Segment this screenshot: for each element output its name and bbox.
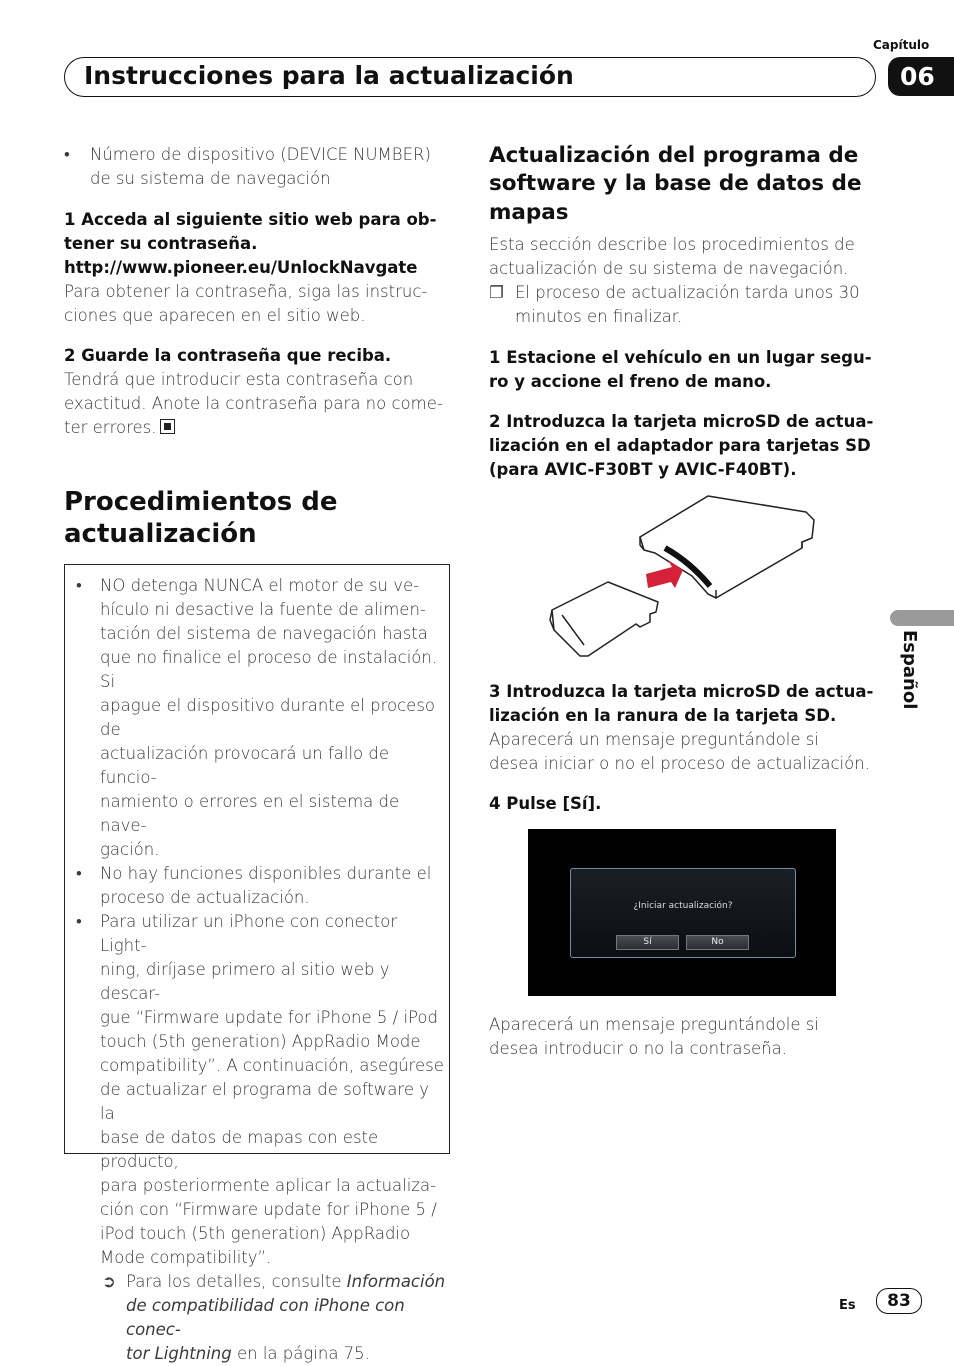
bullet-dot: • <box>76 864 82 883</box>
step1-body-line1: Para obtener la contraseña, siga las instruc- <box>64 282 428 301</box>
r-step1-line2: ro y accione el freno de mano. <box>489 372 772 391</box>
r-step1-line1: 1 Estacione el vehículo en un lugar segu- <box>489 348 872 367</box>
bullet-dot: • <box>64 145 70 164</box>
arrow-right-icon: ➲ <box>102 1272 116 1291</box>
warning-line: gación. <box>100 840 160 859</box>
warning-line: base de datos de mapas con este producto, <box>100 1128 379 1171</box>
step2-body-line1: Tendrá que introducir esta contraseña con <box>64 370 414 389</box>
note-line1 <box>489 281 860 305</box>
yes-button[interactable]: Sí <box>616 935 679 950</box>
page-title: Instrucciones para la actualización <box>84 61 574 90</box>
warning-line: gue “Firmware update for iPhone 5 / iPod <box>100 1008 438 1027</box>
bullet-dot: • <box>76 576 82 595</box>
bullet-dot: • <box>76 912 82 931</box>
reference-link-part1: Información <box>346 1272 446 1291</box>
warning-line: de actualizar el programa de software y la <box>100 1080 429 1123</box>
warning-item-1 <box>76 574 446 862</box>
step2-body-line2: exactitud. Anote la contraseña para no come- <box>64 394 443 413</box>
end-mark-icon <box>160 419 175 434</box>
warning-line: para posteriormente aplicar la actualiza- <box>100 1176 437 1195</box>
step2-body-line3 <box>64 416 175 440</box>
section-title-line1: Procedimientos de <box>64 487 338 517</box>
unlock-url-link[interactable]: http://www.pioneer.eu/UnlockNavgate <box>64 258 418 277</box>
warning-line: apague el dispositivo durante el proceso de <box>100 696 436 739</box>
warning-line: que no finalice el proceso de instalación. Si <box>100 648 438 691</box>
intro-line2: actualización de su sistema de navegación. <box>489 259 849 278</box>
warning-item-2 <box>76 862 446 910</box>
step2-body-line3-text: ter errores. <box>64 418 157 437</box>
warning-line: namiento o errores en el sistema de nave- <box>100 792 400 835</box>
step1-title-line1: 1 Acceda al siguiente sitio web para ob- <box>64 210 437 229</box>
reference-suffix: en la página 75. <box>231 1344 370 1363</box>
r-step4: 4 Pulse [Sí]. <box>489 794 602 813</box>
warning-line: compatibility”. A continuación, asegúrese <box>100 1056 444 1075</box>
note-line1-text: El proceso de actualización tarda unos 30 <box>515 283 860 302</box>
right-section-title-line2: software y la base de datos de <box>489 171 862 196</box>
after-line2: desea introducir o no la contraseña. <box>489 1039 787 1058</box>
warning-line: hículo ni desactive la fuente de alimen- <box>100 600 426 619</box>
reference-prefix: Para los detalles, consulte <box>126 1272 347 1291</box>
device-number-bullet <box>64 143 454 191</box>
warning-line: ción con “Firmware update for iPhone 5 / <box>100 1200 437 1219</box>
right-section-title-line1: Actualización del programa de <box>489 143 859 168</box>
r-step3-body-line2: desea iniciar o no el proceso de actualización. <box>489 754 870 773</box>
intro-line1: Esta sección describe los procedimientos de <box>489 235 855 254</box>
note-line2: minutos en finalizar. <box>515 307 683 326</box>
after-line1: Aparecerá un mensaje preguntándole si <box>489 1015 819 1034</box>
r-step3-body-line1: Aparecerá un mensaje preguntándole si <box>489 730 819 749</box>
warning-line: ning, diríjase primero al sitio web y descar- <box>100 960 390 1003</box>
reference-link-part2: de compatibilidad con iPhone con conec- <box>126 1296 405 1339</box>
reference-line3 <box>126 1342 446 1366</box>
sd-card-illustration <box>540 490 825 665</box>
dialog-question: ¿Iniciar actualización? <box>633 901 733 911</box>
warning-item-3 <box>76 910 446 1270</box>
reference-line1 <box>126 1270 446 1294</box>
warning-list <box>76 574 446 1366</box>
language-tab <box>890 610 954 626</box>
microsd-card-icon <box>550 582 658 656</box>
no-button[interactable]: No <box>686 935 749 950</box>
section-title-line2: actualización <box>64 519 257 549</box>
r-step2-line3: (para AVIC-F30BT y AVIC-F40BT). <box>489 460 797 479</box>
reference-line2 <box>126 1294 446 1342</box>
warning-line: Mode compatibility”. <box>100 1248 272 1267</box>
warning-line: NO detenga NUNCA el motor de su ve- <box>100 576 420 595</box>
warning-line: proceso de actualización. <box>100 888 310 907</box>
chapter-label: Capítulo <box>873 38 930 52</box>
r-step3-line2: lización en la ranura de la tarjeta SD. <box>489 706 837 725</box>
r-step2-line1: 2 Introduzca la tarjeta microSD de actua- <box>489 412 874 431</box>
chapter-number: 06 <box>888 57 954 96</box>
warning-line: touch (5th generation) AppRadio Mode <box>100 1032 421 1051</box>
reference-link-part3: tor Lightning <box>126 1344 232 1363</box>
warning-line: Para utilizar un iPhone con conector Light- <box>100 912 398 955</box>
warning-line: No hay funciones disponibles durante el <box>100 864 432 883</box>
step1-body-line2: ciones que aparecen en el sitio web. <box>64 306 366 325</box>
warning-line: iPod touch (5th generation) AppRadio <box>100 1224 411 1243</box>
step2-title: 2 Guarde la contraseña que reciba. <box>64 346 392 365</box>
r-step2-line2: lización en el adaptador para tarjetas SD <box>489 436 871 455</box>
warning-line: actualización provocará un fallo de funcio- <box>100 744 389 787</box>
language-label: Español <box>899 630 920 710</box>
warning-line: tación del sistema de navegación hasta <box>100 624 428 643</box>
r-step3-line1: 3 Introduzca la tarjeta microSD de actua- <box>489 682 874 701</box>
update-dialog <box>570 868 796 958</box>
footer-lang-code: Es <box>839 1298 856 1313</box>
page-number: 83 <box>876 1288 922 1314</box>
checkbox-icon: ❐ <box>489 283 504 302</box>
step1-title-line2: tener su contraseña. <box>64 234 258 253</box>
device-number-text: Número de dispositivo (DEVICE NUMBER) de su sistema de navegación <box>90 145 431 188</box>
right-section-title-line3: mapas <box>489 200 569 225</box>
